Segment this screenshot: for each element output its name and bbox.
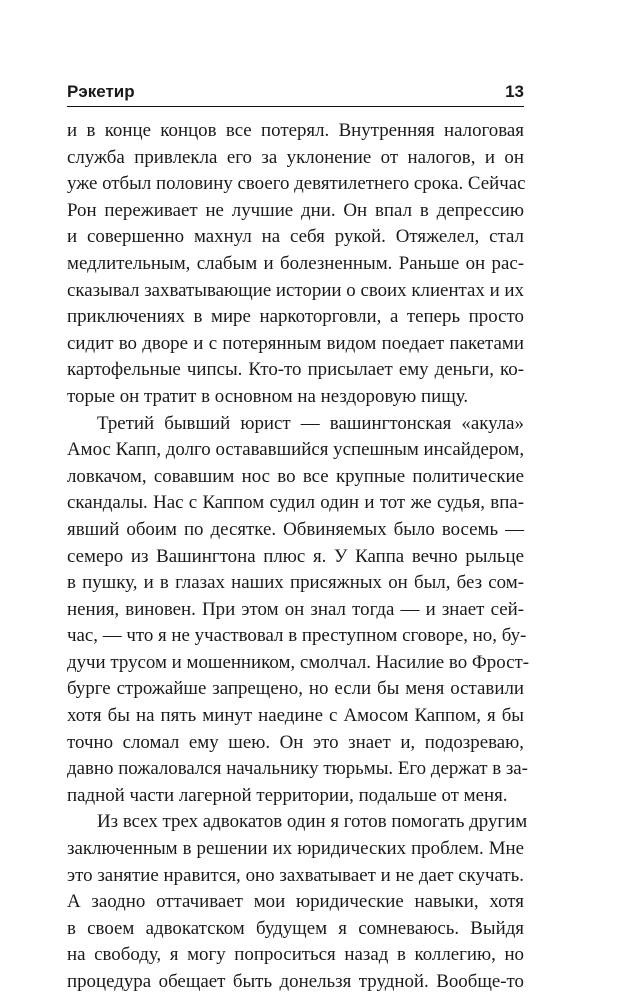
text-line: Амос Капп, долго остававшийся успешным инсайдером, — [67, 439, 525, 461]
text-line: А заодно оттачивает мои юридические навыки, хотя — [67, 891, 524, 913]
text-line: служба привлекла его за уклонение от налогов, и он — [67, 146, 524, 168]
text-line: заключенным в решении их юридических проблем. Мне — [67, 838, 524, 860]
text-line: Из всех трех адвокатов один я готов помогать другим — [97, 811, 528, 833]
text-line: в пушку, и в глазах наших присяжных он был, без сом- — [67, 572, 524, 594]
text-line: приключениях в мире наркоторговли, а теперь просто — [67, 306, 524, 328]
text-line: явший обоим по десятке. Обвиняемых было восемь — — [67, 518, 524, 540]
text-line: процедура обещает быть донельзя трудной. Вообще-то — [67, 971, 524, 992]
text-line: медлительным, слабым и болезненным. Раньше он рас- — [67, 252, 524, 274]
text-line: нения, виновен. При этом он знал тогда — и знает сей- — [67, 598, 524, 620]
header-rule — [67, 106, 524, 107]
text-line: это занятие нравится, оно захватывает и не дает скучать. — [67, 864, 524, 886]
text-line: бурге строжайше запрещено, но если бы меня оставили — [67, 678, 524, 700]
text-line: падной части лагерной территории, подальше от меня. — [67, 784, 508, 806]
body-text — [67, 118, 530, 996]
text-line: дучи трусом и мошенником, смолчал. Насилие во Фрост- — [67, 651, 530, 673]
running-header — [67, 78, 524, 102]
text-line: сидит во дворе и с потерянным видом поедает пакетами — [67, 332, 524, 354]
text-line: и совершенно махнул на себя рукой. Отяжелел, стал — [67, 226, 524, 248]
book-title: Рэкетир — [67, 82, 135, 101]
text-line: давно пожаловался начальнику тюрьмы. Его держат в за- — [67, 758, 528, 780]
text-line: на свободу, я могу попроситься назад в коллегию, но — [67, 944, 524, 966]
text-line: картофельные чипсы. Кто-то присылает ему деньги, ко- — [67, 359, 524, 381]
text-line: в своем адвокатском будущем я сомневаюсь. Выйдя — [67, 917, 524, 939]
paragraph — [67, 411, 530, 810]
text-line: уже отбыл половину своего девятилетнего срока. Сейчас — [67, 173, 526, 195]
page-number: 13 — [505, 82, 524, 101]
paragraph — [67, 118, 524, 411]
text-line: точно сломал ему шею. Он это знает и, подозреваю, — [67, 731, 524, 753]
text-line: скандалы. Нас с Каппом судил один и тот же судья, впа- — [67, 492, 524, 514]
text-line: ловкачом, совавшим нос во все крупные политические — [67, 465, 524, 487]
text-line: хотя бы на пять минут наедине с Амосом Каппом, я бы — [67, 705, 524, 727]
text-line: и в конце концов все потерял. Внутренняя налоговая — [67, 120, 524, 141]
text-line: торые он тратит в основном на нездоровую пищу. — [67, 385, 469, 407]
text-line: Рон переживает не лучшие дни. Он впал в депрессию — [67, 199, 524, 221]
text-line: семеро из Вашингтона плюс я. У Каппа вечно рыльце — [67, 545, 524, 567]
paragraph — [67, 809, 528, 995]
text-line: час, — что я не участвовал в преступном сговоре, но, бу- — [67, 625, 527, 647]
text-line: Третий бывший юрист — вашингтонская «акула» — [97, 412, 524, 434]
text-line: сказывал захватывающие истории о своих клиентах и их — [67, 279, 524, 301]
